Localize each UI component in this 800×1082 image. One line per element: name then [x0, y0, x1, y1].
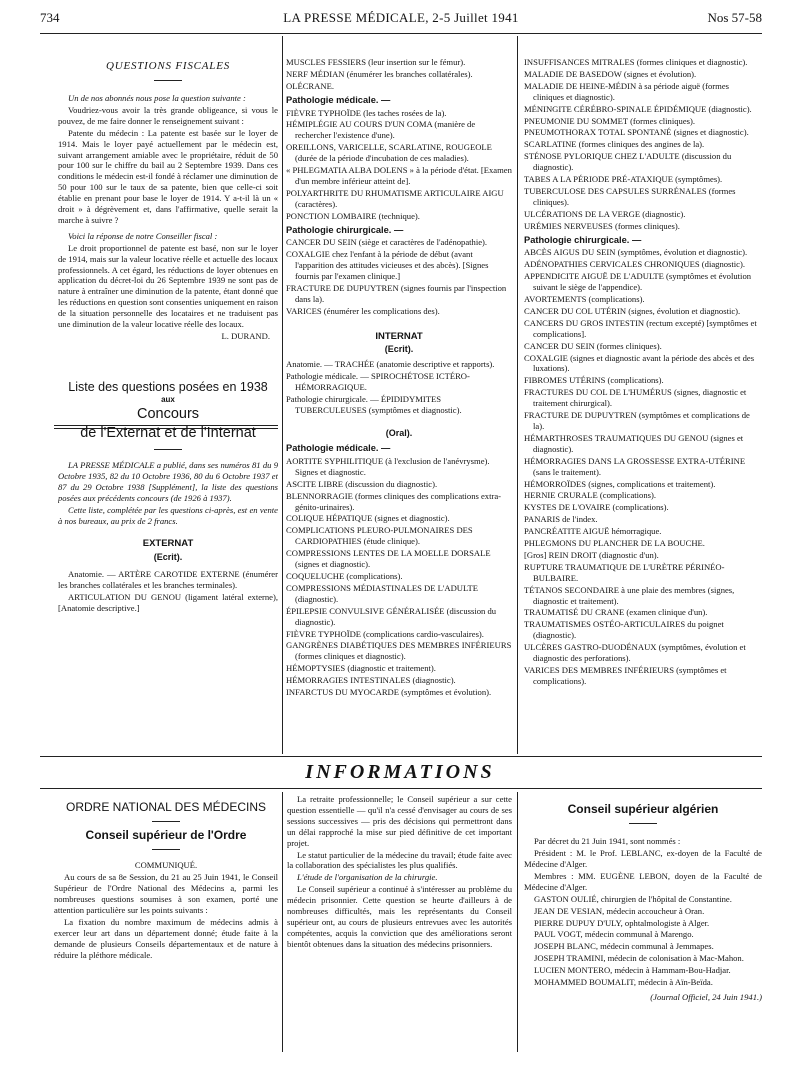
- question-item: FIÈVRE TYPHOÏDE (complications cardio-vasculaires).: [286, 628, 484, 639]
- question-item: OREILLONS, VARICELLE, SCARLATINE, ROUGEOLE (durée de la période d'incubation de ces maladies).: [286, 142, 492, 164]
- member-item: MOHAMMED BOUMALIT, médecin à Aïn-Beïda.: [534, 977, 713, 988]
- algerie-president: Président : M. le Prof. LEBLANC, ex-doyen de la Faculté de Médecine d'Alger.: [524, 848, 762, 870]
- question-item: HÉMARTHROSES TRAUMATIQUES DU GENOU (signes et diagnostic).: [524, 432, 744, 454]
- liste-p2: Cette liste, complétée par les questions ci-après, est en vente à nos bureaux, au prix de 2 francs.: [58, 504, 278, 526]
- question-item: MALADIE DE HEINE-MÉDIN à sa période aiguë (formes cliniques et diagnostic).: [524, 80, 729, 102]
- algerie-decret: Par décret du 21 Juin 1941, sont nommés :: [534, 836, 681, 847]
- externat-anatomie: Anatomie. — ARTÈRE CAROTIDE EXTERNE (énumérer les branches collatérales et les branches terminales).: [58, 568, 278, 590]
- question-item: ABCÈS AIGUS DU SEIN (symptômes, évolution et diagnostic).: [524, 247, 748, 258]
- fiscal-patente: Patente du médecin : La patente est basée sur le loyer de 1914. Mais le loyer payé actuellement par le médecin est, suivant arrangement amiable avec le propriétaire, réduit de 50 pour 100 sur le chiffre du bail au 2 Septembre 1939. Dans ces conditions le médecin est-il fondé à réclamer une diminution de 50 pour 100 sur le taux de sa patente, bien que celle-ci soit établie en prenant pour base le loyer de 1914. Y a-t-il là un « droit » à dégrèvement et, dans l'affirmative, quelle serait la marche à suivre ?: [58, 127, 278, 225]
- question-item: ADÉNOPATHIES CERVICALES CHRONIQUES (diagnostic).: [524, 259, 745, 270]
- question-item: Pathologie médicale. — SPIROCHÉTOSE ICTÉRO-HÉMORRAGIQUE.: [286, 371, 470, 393]
- question-item: ULCÈRES GASTRO-DUODÉNAUX (symptômes, évolution et diagnostic des perforations).: [524, 642, 746, 664]
- liste-concours: Concours: [136, 406, 200, 423]
- member-item: PAUL VOGT, médecin communal à Marengo.: [534, 929, 694, 940]
- question-item: MALADIE DE BASEDOW (signes et évolution).: [524, 68, 697, 79]
- ordre-article-cont: [287, 794, 512, 1044]
- member-item: PIERRE DUPUY D'ULY, ophtalmologiste à Alger.: [534, 917, 710, 928]
- question-item: KYSTES DE L'OVAIRE (complications).: [524, 502, 669, 513]
- ordre2-p3: L'étude de l'organisation de la chirurgie.: [297, 872, 438, 883]
- page-number: 734: [40, 10, 60, 25]
- question-item: HÉMORRAGIES INTESTINALES (diagnostic).: [286, 675, 456, 686]
- ordre-p2: La fixation du nombre maximum de médecins admis à exercer leur art dans un département donné; étude faite à la demande de plusieurs Conseils départementaux et de nature à réduire la pléthore médicale.: [54, 917, 278, 960]
- question-item: PONCTION LOMBAIRE (technique).: [286, 210, 420, 221]
- column-middle: [286, 57, 512, 756]
- question-item: TUBERCULOSE DES CAPSULES SURRÉNALES (formes cliniques).: [524, 185, 736, 207]
- question-item: COMPRESSIONS MÉDIASTINALES DE L'ADULTE (diagnostic).: [286, 582, 478, 604]
- question-item: URÉMIES NERVEUSES (formes cliniques).: [524, 220, 680, 231]
- question-item: COXALGIE chez l'enfant à la période de début (avant l'apparition des attitudes vicieuses et des abcès). [Signes fournis par l'examen clinique.]: [286, 249, 489, 282]
- question-item: AORTITE SYPHILITIQUE (à l'exclusion de l'anévrysme). Signes et diagnostic.: [286, 455, 490, 477]
- title-bar: [154, 449, 182, 450]
- question-item: APPENDICITE AIGUË DE L'ADULTE (symptômes et évolution suivant le siège de l'appendice).: [524, 271, 752, 293]
- fiscal-intro: Un de nos abonnés nous pose la question suivante :: [68, 92, 246, 103]
- fiscal-signature: L. DURAND.: [221, 331, 270, 341]
- liste-aux: aux: [161, 395, 175, 405]
- question-item: PHLEGMONS DU PLANCHER DE LA BOUCHE.: [524, 538, 705, 549]
- question-item: HÉMIPLÉGIE AU COURS D'UN COMA (manière de rechercher l'existence d'une).: [286, 119, 476, 141]
- section-rule: [40, 756, 762, 757]
- question-item: CANCER DU COL UTÉRIN (signes, évolution et diagnostic).: [524, 305, 741, 316]
- banner-rule: [40, 788, 762, 789]
- title-bar: [152, 821, 180, 822]
- section-heading: Pathologie médicale. —: [286, 94, 391, 105]
- ordre2-p4: Le Conseil supérieur a continué à s'intéresser au problème du médecin prisonnier. Cette question se heurte d'ailleurs à de nombreuses difficultés, mais les représentants du Conseil supérieur ont, au cours de plusieurs entrevues avec les autorités compétentes, acquis la conviction que des améliorations seront bientôt obtenues dans la situation des médecins prisonniers.: [287, 884, 512, 949]
- question-item: PANCRÉATITE AIGUË hémorragique.: [524, 526, 662, 537]
- question-item: VARICES (énumérer les complications des).: [286, 305, 440, 316]
- page-header: [40, 10, 762, 28]
- algerie-membres: Membres : MM. EUGÈNE LEBON, doyen de la Faculté de Médecine d'Alger.: [524, 870, 762, 892]
- internat-ecrit: (Ecrit).: [384, 343, 414, 354]
- question-item: FRACTURES DU COL DE L'HUMÉRUS (signes, diagnostic et traitement chirurgical).: [524, 387, 747, 409]
- issue-number: Nos 57-58: [707, 10, 762, 25]
- question-item: Pathologie chirurgicale. — ÉPIDIDYMITES TUBERCULEUSES (symptômes et diagnostic).: [286, 393, 462, 415]
- ordre-subtitle: Conseil supérieur de l'Ordre: [85, 828, 247, 843]
- communique-label: COMMUNIQUÉ.: [134, 860, 198, 871]
- question-item: CANCER DU SEIN (formes cliniques).: [524, 340, 662, 351]
- algerie-title: Conseil supérieur algérien: [567, 802, 719, 816]
- question-item: MÉNINGITE CÉRÉBRO-SPINALE ÉPIDÉMIQUE (diagnostic).: [524, 103, 752, 114]
- question-item: FRACTURE DE DUPUYTREN (symptômes et complications de la).: [524, 410, 750, 431]
- column-rule: [517, 36, 518, 754]
- question-item: COQUELUCHE (complications).: [286, 571, 403, 582]
- question-item: AVORTEMENTS (complications).: [524, 294, 645, 305]
- question-item: CANCERS DU GROS INTESTIN (rectum excepté) [symptômes et complications].: [524, 317, 757, 339]
- question-item: MUSCLES FESSIERS (leur insertion sur le fémur).: [286, 57, 466, 67]
- question-item: SCARLATINE (formes cliniques des angines de la).: [524, 139, 705, 150]
- algerie-source: (Journal Officiel, 24 Juin 1941.): [650, 992, 762, 1003]
- question-item: INSUFFISANCES MITRALES (formes cliniques et diagnostic).: [524, 57, 748, 67]
- question-item: CANCER DU SEIN (siège et caractères de l'adénopathie).: [286, 237, 488, 248]
- question-item: FRACTURE DE DUPUYTREN (signes fournis par l'inspection dans la).: [286, 283, 507, 304]
- question-item: RUPTURE TRAUMATIQUE DE L'URÈTRE PÉRINÉO-BULBAIRE.: [524, 561, 725, 583]
- question-item: TRAUMATISÉ DU CRANE (examen clinique d'un).: [524, 607, 708, 618]
- ordre2-p1: La retraite professionnelle; le Conseil supérieur a sur cette question essentielle — qu'il n'a cessé d'envisager au cours de ses sessions successives — pris des décisions qui permettront dans un délai rapproché la mise sur pied définitive de cet important projet.: [287, 794, 512, 848]
- question-item: TÉTANOS SECONDAIRE à une plaie des membres (signes, diagnostic et traitement).: [524, 584, 735, 606]
- title-bar: [152, 849, 180, 850]
- member-item: JOSEPH TRAMINI, médecin de colonisation à Mac-Mahon.: [534, 953, 744, 964]
- journal-title: LA PRESSE MÉDICALE, 2-5 Juillet 1941: [283, 10, 519, 25]
- question-item: INFARCTUS DU MYOCARDE (symptômes et évolution).: [286, 687, 492, 698]
- question-item: COMPLICATIONS PLEURO-PULMONAIRES DES CARDIOPATHIES (étude clinique).: [286, 525, 473, 547]
- question-item: COMPRESSIONS LENTES DE LA MOELLE DORSALE (signes et diagnostic).: [286, 548, 491, 570]
- header-rule: [40, 33, 762, 34]
- column-rule: [282, 792, 283, 1052]
- column-left: [58, 60, 278, 756]
- liste-p1: LA PRESSE MÉDICALE a publié, dans ses numéros 81 du 9 Octobre 1935, 82 du 10 Octobre 1936, 80 du 6 Octobre 1937 et 87 du 29 Octobre 1938 [Supplément], la liste des questions posées aux précédents concours (de 1926 à 1937).: [58, 460, 278, 503]
- member-item: JOSEPH BLANC, médecin communal à Jemmapes.: [534, 941, 714, 952]
- question-item: HERNIE CRURALE (complications).: [524, 490, 656, 501]
- question-item: FIÈVRE TYPHOÏDE (les taches rosées de la).: [286, 107, 447, 118]
- question-item: « PHLEGMATIA ALBA DOLENS » à la période d'état. [Examen d'un membre inférieur atteint de].: [286, 165, 512, 186]
- section-heading: Pathologie chirurgicale. —: [286, 224, 404, 235]
- question-item: HÉMOPTYSIES (diagnostic et traitement).: [286, 663, 436, 674]
- informations-banner: INFORMATIONS: [305, 761, 495, 783]
- member-item: LUCIEN MONTERO, médecin à Hammam-Bou-Hadjar.: [534, 965, 731, 976]
- column-rule: [517, 792, 518, 1052]
- question-item: PNEUMOTHORAX TOTAL SPONTANÉ (signes et diagnostic).: [524, 127, 749, 138]
- ordre-title: ORDRE NATIONAL DES MÉDECINS: [65, 800, 267, 814]
- ordre2-p2: Le statut particulier de la médecine du travail; étude faite avec la collaboration des spécialistes les plus qualifiés.: [287, 849, 512, 871]
- fiscal-question: Voudriez-vous avoir la très grande obligeance, si vous le pouvez, de me faire donner le renseignement suivant :: [58, 104, 278, 126]
- section-heading: Pathologie chirurgicale. —: [524, 234, 642, 245]
- question-item: COXALGIE (signes et diagnostic avant la période des abcès et des luxations).: [524, 352, 755, 374]
- question-item: Anatomie. — TRACHÉE (anatomie descriptive et rapports).: [286, 359, 495, 370]
- question-item: [Gros] REIN DROIT (diagnostic d'un).: [524, 549, 659, 560]
- ordre-p1: Au cours de sa 8e Session, du 21 au 25 Juin 1941, le Conseil Supérieur de l'Ordre National des Médecins a, parmi les nombreuses questions soumises à son examen, porté une attention particulière sur les points suivants :: [54, 872, 278, 916]
- title-bar: [629, 823, 657, 824]
- question-item: OLÉCRANE.: [286, 80, 334, 91]
- fiscal-title: QUESTIONS FISCALES: [105, 60, 231, 72]
- question-item: NERF MÉDIAN (énumérer les branches collatérales).: [286, 68, 473, 79]
- externat-anatomie-2: ARTICULATION DU GENOU (ligament latéral externe), [Anatomie descriptive.]: [58, 591, 278, 613]
- question-item: BLENNORRAGIE (formes cliniques des complications extra-génito-urinaires).: [286, 490, 502, 512]
- ordre-article: [54, 794, 278, 1044]
- question-item: STÉNOSE PYLORIQUE CHEZ L'ADULTE (discussion du diagnostic).: [524, 151, 732, 173]
- question-item: ÉPILEPSIE CONVULSIVE GÉNÉRALISÉE (discussion du diagnostic).: [286, 605, 497, 627]
- column-right: [524, 57, 762, 756]
- algerie-article: [524, 794, 762, 1044]
- question-item: VARICES DES MEMBRES INFÉRIEURS (symptômes et complications).: [524, 665, 727, 686]
- question-item: GANGRÈNES DIABÉTIQUES DES MEMBRES INFÉRIEURS (formes cliniques et diagnostic).: [286, 640, 512, 662]
- internat-heading: INTERNAT: [375, 330, 423, 342]
- externat-ecrit: (Ecrit).: [153, 551, 183, 562]
- question-item: HÉMORRAGIES DANS LA GROSSESSE EXTRA-UTÉRINE (sans le traitement).: [524, 455, 746, 477]
- member-item: JEAN DE VESIAN, médecin accoucheur à Oran.: [534, 905, 705, 916]
- liste-externat-internat: de l'Externat et de l'Internat: [80, 425, 256, 442]
- question-item: TRAUMATISMES OSTÉO-ARTICULAIRES du poignet (diagnostic).: [524, 619, 724, 641]
- question-item: HÉMORROÏDES (signes, complications et traitement).: [524, 478, 716, 489]
- fiscal-reply: Le droit proportionnel de patente est basé, non sur le loyer de 1914, mais sur la valeur locative réelle et actuelle des locaux professionnels. A cet égard, les réductions de loyer obtenues en application du décret-loi du 26 Septembre 1939 ne sont pas de nature à entraîner une diminution de la patente, étant donné que les réductions en question sont consenties uniquement en raison de la situation personnelle des locataires et ne traduisent pas une diminution de la valeur locative réelle des locaux.: [58, 242, 278, 330]
- question-item: PANARIS de l'index.: [524, 514, 598, 525]
- section-heading: Pathologie médicale. —: [286, 443, 391, 454]
- question-item: COLIQUE HÉPATIQUE (signes et diagnostic).: [286, 513, 450, 524]
- internat-oral: (Oral).: [385, 427, 413, 438]
- question-item: PNEUMONIE DU SOMMET (formes cliniques).: [524, 115, 695, 126]
- liste-title: Liste des questions posées en 1938: [68, 379, 268, 394]
- fiscal-reply-intro: Voici la réponse de notre Conseiller fiscal :: [68, 230, 218, 241]
- question-item: ULCÉRATIONS DE LA VERGE (diagnostic).: [524, 208, 686, 219]
- member-item: GASTON OULIÉ, chirurgien de l'hôpital de Constantine.: [534, 893, 732, 904]
- column-rule: [282, 36, 283, 754]
- question-item: POLYARTHRITE DU RHUMATISME ARTICULAIRE AIGU (caractères).: [286, 187, 504, 209]
- question-item: ASCITE LIBRE (discussion du diagnostic).: [286, 478, 438, 489]
- title-bar: [154, 80, 182, 81]
- question-item: TABES A LA PÉRIODE PRÉ-ATAXIQUE (symptômes).: [524, 174, 723, 185]
- externat-heading: EXTERNAT: [142, 538, 194, 550]
- question-item: FIBROMES UTÉRINS (complications).: [524, 375, 664, 386]
